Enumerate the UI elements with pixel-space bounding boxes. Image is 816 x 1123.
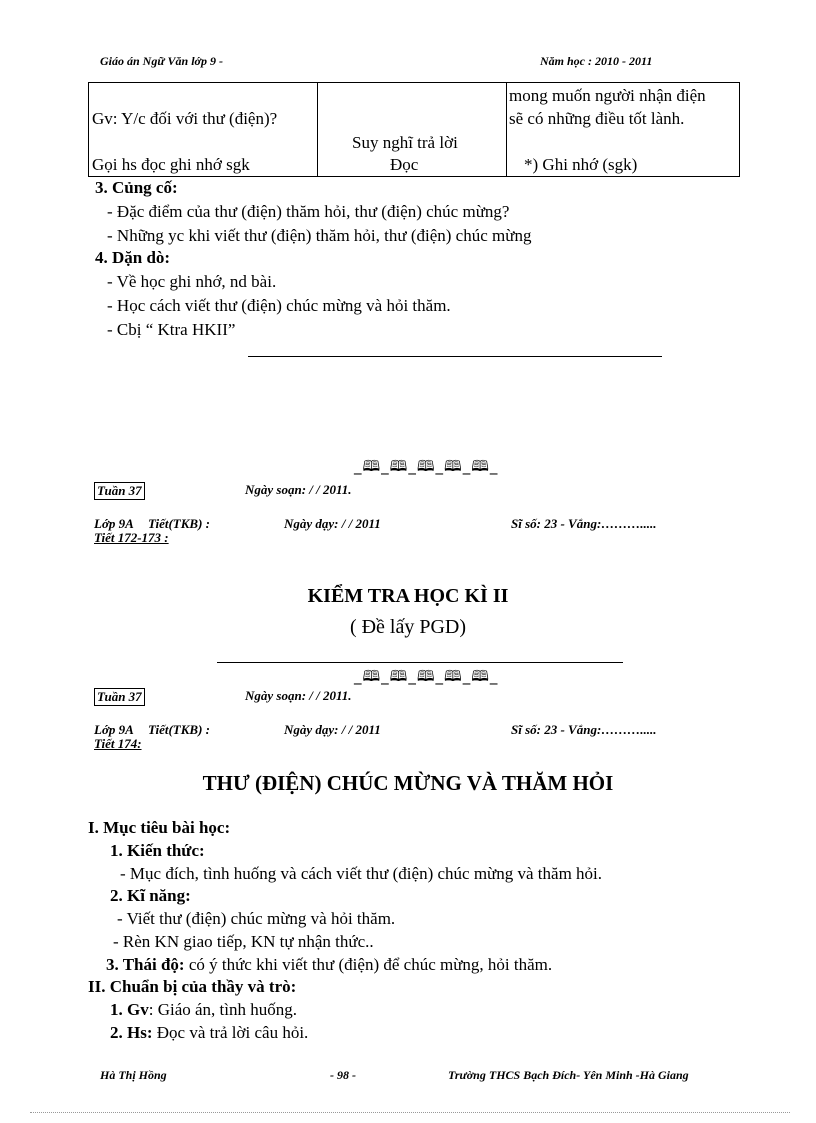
book-ornament-icon: _🕮_🕮_🕮_🕮_🕮_ [354, 667, 499, 685]
prep-date: Ngày soạn: / / 2011. [245, 482, 352, 497]
teach-date: Ngày dạy: / / 2011 [284, 722, 381, 737]
period-number: Tiết 174: [94, 736, 142, 751]
subsection-heading: 2. Kĩ năng: [110, 886, 191, 905]
class-label: Lớp 9A [94, 516, 134, 531]
dando-heading: 4. Dặn dò: [95, 248, 171, 267]
table-row [89, 83, 740, 177]
paragraph: có ý thức khi viết thư (điện) để chúc mừng, hỏi thăm. [184, 955, 553, 974]
period-label: Tiết(TKB) : [148, 516, 210, 531]
list-item: - Rèn KN giao tiếp, KN tự nhận thức.. [113, 932, 374, 951]
week-label: Tuần 37 [94, 482, 145, 500]
header-right: Năm học : 2010 - 2011 [540, 54, 653, 68]
cungco-item: - Những yc khi viết thư (điện) thăm hỏi, thư (điện) chúc mừng [107, 226, 532, 245]
table-cell-teacher [89, 83, 318, 177]
list-item: - Viết thư (điện) chúc mừng và hỏi thăm. [117, 909, 396, 928]
teach-date: Ngày dạy: / / 2011 [284, 516, 381, 531]
table-text: Gọi hs đọc ghi nhớ sgk [92, 155, 250, 174]
prep-date: Ngày soạn: / / 2011. [245, 688, 352, 703]
paragraph: - Mục đích, tình huống và cách viết thư (điện) chúc mừng và thăm hỏi. [120, 864, 603, 883]
section-heading: II. Chuẩn bị của thầy và trò: [88, 977, 297, 996]
dando-item: - Về học ghi nhớ, nd bài. [107, 272, 277, 291]
book-ornament-icon: _🕮_🕮_🕮_🕮_🕮_ [354, 457, 499, 475]
subsection-heading: 3. Thái độ: [106, 955, 185, 974]
table-cell-content [507, 83, 740, 177]
prep-label: 2. Hs: [110, 1023, 153, 1042]
table-text: Suy nghĩ trả lời [352, 133, 458, 152]
lesson-subtitle: ( Đề lấy PGD) [349, 616, 467, 638]
period-number: Tiết 172-173 : [94, 530, 169, 545]
activity-table [88, 82, 740, 177]
attendance: Sĩ số: 23 - Vắng:………..... [511, 722, 657, 737]
prep-text: : Giáo án, tình huống. [148, 1000, 297, 1019]
footer-school: Trường THCS Bạch Đích- Yên Minh -Hà Giang [448, 1068, 689, 1082]
footer-author: Hà Thị Hồng [100, 1068, 167, 1082]
prep-text: Đọc và trả lời câu hỏi. [152, 1023, 309, 1042]
table-cell-student [318, 83, 507, 177]
prep-line [110, 1000, 297, 1020]
prep-label: 1. Gv [110, 1000, 149, 1019]
table-text: Đọc [390, 155, 419, 174]
table-text: *) Ghi nhớ (sgk) [524, 155, 638, 174]
table-text: sẽ có những điều tốt lành. [509, 109, 685, 128]
lesson-title: KIỂM TRA HỌC KÌ II [307, 585, 509, 607]
divider-line [248, 356, 662, 357]
class-label: Lớp 9A [94, 722, 134, 737]
attendance: Sĩ số: 23 - Vắng:………..... [511, 516, 657, 531]
dando-item: - Học cách viết thư (điện) chúc mừng và hỏi thăm. [107, 296, 451, 315]
table-text: Gv: Y/c đối với thư (điện)? [92, 109, 278, 128]
lesson-title: THƯ (ĐIỆN) CHÚC MỪNG VÀ THĂM HỎI [202, 771, 614, 795]
cungco-heading: 3. Củng cố: [95, 178, 178, 197]
dando-item: - Cbị “ Ktra HKII” [107, 320, 236, 339]
attitude-line [106, 955, 552, 975]
footer-divider [30, 1112, 790, 1113]
table-text: mong muốn người nhận điện [509, 86, 706, 105]
cungco-item: - Đặc điểm của thư (điện) thăm hỏi, thư (điện) chúc mừng? [107, 202, 510, 221]
header-left: Giáo án Ngữ Văn lớp 9 - [100, 54, 223, 68]
section-heading: I. Mục tiêu bài học: [88, 818, 231, 837]
period-label: Tiết(TKB) : [148, 722, 210, 737]
subsection-heading: 1. Kiến thức: [110, 841, 205, 860]
divider-line [217, 662, 623, 663]
prep-line [110, 1023, 308, 1043]
week-label: Tuần 37 [94, 688, 145, 706]
page-number: - 98 - [330, 1068, 356, 1082]
